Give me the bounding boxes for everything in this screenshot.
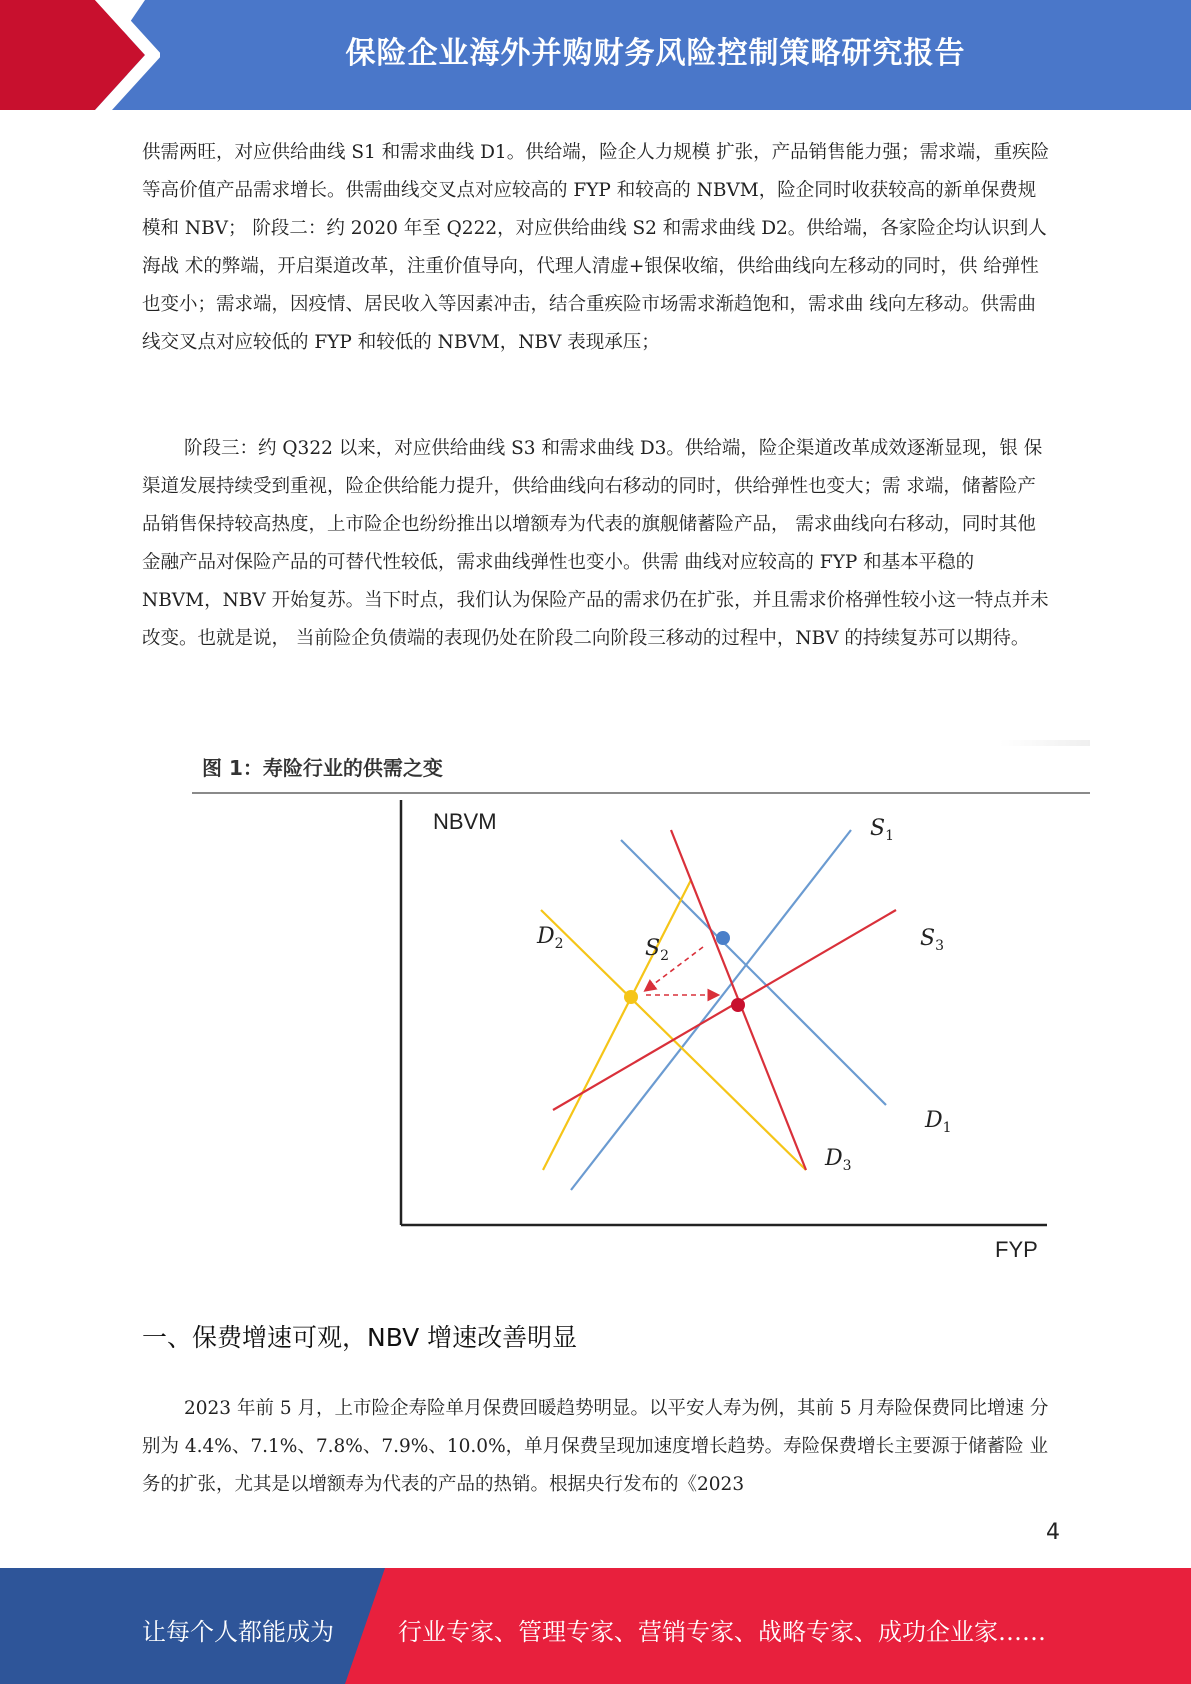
- series-line-s1: [571, 830, 851, 1190]
- footer-right-text: 行业专家、管理专家、营销专家、战略专家、成功企业家……: [398, 1618, 1046, 1646]
- body-paragraph-3: 2023 年前 5 月，上市险企寿险单月保费回暖趋势明显。以平安人寿为例，其前 5 月寿险保费同比增速 分别为 4.4%、7.1%、7.8%、7.9%、10.0%，单月保费呈现加速度增长趋势。寿险保费增长主要源于储蓄险 业务的扩张，尤其是以增额寿为代表的产品的热销。根据央行发布的《2023: [142, 1398, 1049, 1495]
- body-paragraph-2: 阶段三：约 Q322 以来，对应供给曲线 S3 和需求曲线 D3。供给端，险企渠道改革成效逐渐显现，银 保渠道发展持续受到重视，险企供给能力提升，供给曲线向右移动的同时，供给弹性也变大；需 求端，储蓄险产品销售保持较高热度，上市险企也纷纷推出以增额寿为代表的旗舰储蓄险产品， 需求曲线向右移动，同时其他金融产品对保险产品的可替代性较低，需求曲线弹性也变小。供需 曲线对应较高的 FYP 和基本平稳的 NBVM，NBV 开始复苏。当下时点，我们认为保险产品的需求仍在扩张，并且需求价格弹性较小这一特点并未改变。也就是说， 当前险企负债端的表现仍处在阶段二向阶段三移动的过程中，NBV 的持续复苏可以期待。: [142, 438, 1049, 649]
- series-label-s2: $S_2$: [645, 936, 669, 964]
- series-label-d2: $D_2$: [537, 924, 564, 952]
- body-paragraph-1: 供需两旺，对应供给曲线 S1 和需求曲线 D1。供给端，险企人力规模 扩张，产品销售能力强；需求端，重疾险等高价值产品需求增长。供需曲线交叉点对应较高的 FYP 和较高的 NBVM，险企同时收获较高的新单保费规模和 NBV； 阶段二：约 2020 年至 Q222，对应供给曲线 S2 和需求曲线 D2。供给端，各家险企均认识到人海战 术的弊端，开启渠道改革，注重价值导向，代理人清虚+银保收缩，供给曲线向左移动的同时，供 给弹性也变小；需求端，因疫情、居民收入等因素冲击，结合重疾险市场需求渐趋饱和，需求曲 线向左移动。供需曲线交叉点对应较低的 FYP 和较低的 NBVM，NBV 表现承压；: [142, 142, 1050, 353]
- header-chevron-icon: [0, 0, 160, 110]
- x-axis-label: FYP: [995, 1237, 1038, 1262]
- supply-demand-chart: [395, 795, 1075, 1265]
- series-label-d3: $D_3$: [825, 1146, 852, 1174]
- series-line-d1: [621, 840, 886, 1105]
- figure-title: 图 1：寿险行业的供需之变: [202, 756, 443, 780]
- page-number: 4: [1046, 1520, 1060, 1545]
- equilibrium-point-3: [731, 998, 745, 1012]
- report-title: 保险企业海外并购财务风险控制策略研究报告: [345, 36, 966, 71]
- figure-title-rule: [192, 792, 1090, 794]
- page-header: [0, 0, 1191, 110]
- section-heading: 一、保费增速可观，NBV 增速改善明显: [142, 1323, 578, 1352]
- footer-left-text: 让每个人都能成为: [142, 1618, 334, 1646]
- series-label-s1: $S_1$: [870, 816, 894, 844]
- y-axis-label: NBVM: [433, 809, 497, 834]
- equilibrium-point-1: [716, 931, 730, 945]
- equilibrium-point-2: [624, 990, 638, 1004]
- series-label-d1: $D_1$: [925, 1108, 952, 1136]
- series-line-s2: [543, 880, 691, 1170]
- series-label-s3: $S_3$: [920, 926, 944, 954]
- figure-fade: [1000, 740, 1090, 746]
